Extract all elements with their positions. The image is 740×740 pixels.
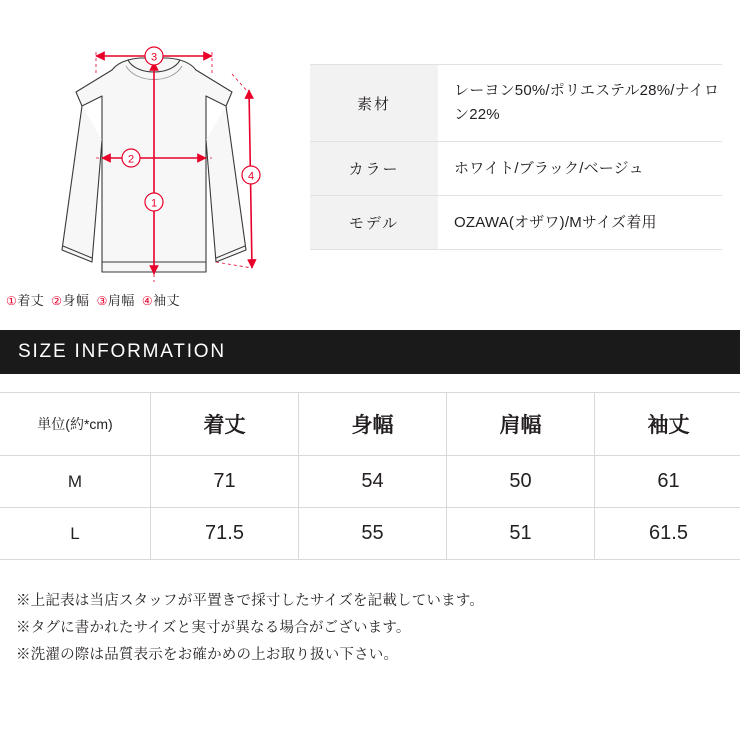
spec-value-color: ホワイト/ブラック/ベージュ bbox=[438, 142, 722, 196]
size-row-l-label: L bbox=[0, 508, 151, 560]
table-row bbox=[0, 508, 740, 560]
size-information-title: SIZE INFORMATION bbox=[18, 341, 226, 362]
legend-num-3: ③ bbox=[96, 294, 108, 308]
spec-key-model: モデル bbox=[310, 196, 438, 250]
note-line-2: ※タグに書かれたサイズと実寸が異なる場合がございます。 bbox=[16, 619, 411, 636]
svg-text:4: 4 bbox=[247, 170, 255, 183]
svg-text:1: 1 bbox=[150, 197, 158, 210]
legend-num-4: ④ bbox=[141, 294, 154, 308]
size-table bbox=[0, 392, 740, 560]
spec-row-color bbox=[310, 142, 722, 196]
size-header-shoulder: 肩幅 bbox=[447, 393, 595, 456]
legend-num-1: ① bbox=[6, 294, 18, 308]
size-row-l-chest: 55 bbox=[299, 508, 447, 560]
top-section bbox=[0, 0, 740, 322]
size-row-m-sleeve: 61 bbox=[595, 456, 740, 508]
legend-label-1: 着丈 bbox=[17, 293, 45, 308]
size-information-banner bbox=[0, 330, 740, 374]
size-header-length: 着丈 bbox=[151, 393, 299, 456]
legend-num-2: ② bbox=[51, 294, 63, 308]
spec-row-model bbox=[310, 196, 722, 250]
size-row-m-length: 71 bbox=[151, 456, 299, 508]
spec-value-model: OZAWA(オザワ)/Mサイズ着用 bbox=[438, 196, 722, 250]
notes-block bbox=[16, 588, 726, 668]
garment-diagram-svg bbox=[0, 0, 300, 300]
size-header-sleeve: 袖丈 bbox=[595, 393, 740, 456]
diagram-legend bbox=[6, 290, 296, 309]
note-line-3: ※洗濯の際は品質表示をお確かめの上お取り扱い下さい。 bbox=[16, 646, 399, 663]
size-table-header-row bbox=[0, 393, 740, 456]
legend-label-2: 身幅 bbox=[62, 293, 90, 308]
size-row-m-chest: 54 bbox=[299, 456, 447, 508]
size-row-l-sleeve: 61.5 bbox=[595, 508, 740, 560]
svg-text:2: 2 bbox=[127, 153, 135, 166]
spec-table bbox=[310, 64, 722, 250]
table-row bbox=[0, 456, 740, 508]
size-row-m-shoulder: 50 bbox=[447, 456, 595, 508]
legend-label-3: 肩幅 bbox=[107, 293, 135, 308]
legend-label-4: 袖丈 bbox=[153, 293, 181, 308]
svg-text:3: 3 bbox=[150, 51, 158, 64]
garment-diagram bbox=[0, 0, 300, 322]
size-header-unit: 単位(約*cm) bbox=[0, 393, 151, 456]
note-line-1: ※上記表は当店スタッフが平置きで採寸したサイズを記載しています。 bbox=[16, 593, 485, 609]
size-row-l-shoulder: 51 bbox=[447, 508, 595, 560]
spec-key-material: 素材 bbox=[310, 65, 438, 142]
spec-value-material: レーヨン50%/ポリエステル28%/ナイロン22% bbox=[438, 65, 722, 142]
size-row-l-length: 71.5 bbox=[151, 508, 299, 560]
spec-key-color: カラー bbox=[310, 142, 438, 196]
size-header-chest: 身幅 bbox=[299, 393, 447, 456]
spec-row-material bbox=[310, 65, 722, 142]
size-row-m-label: M bbox=[0, 456, 151, 508]
